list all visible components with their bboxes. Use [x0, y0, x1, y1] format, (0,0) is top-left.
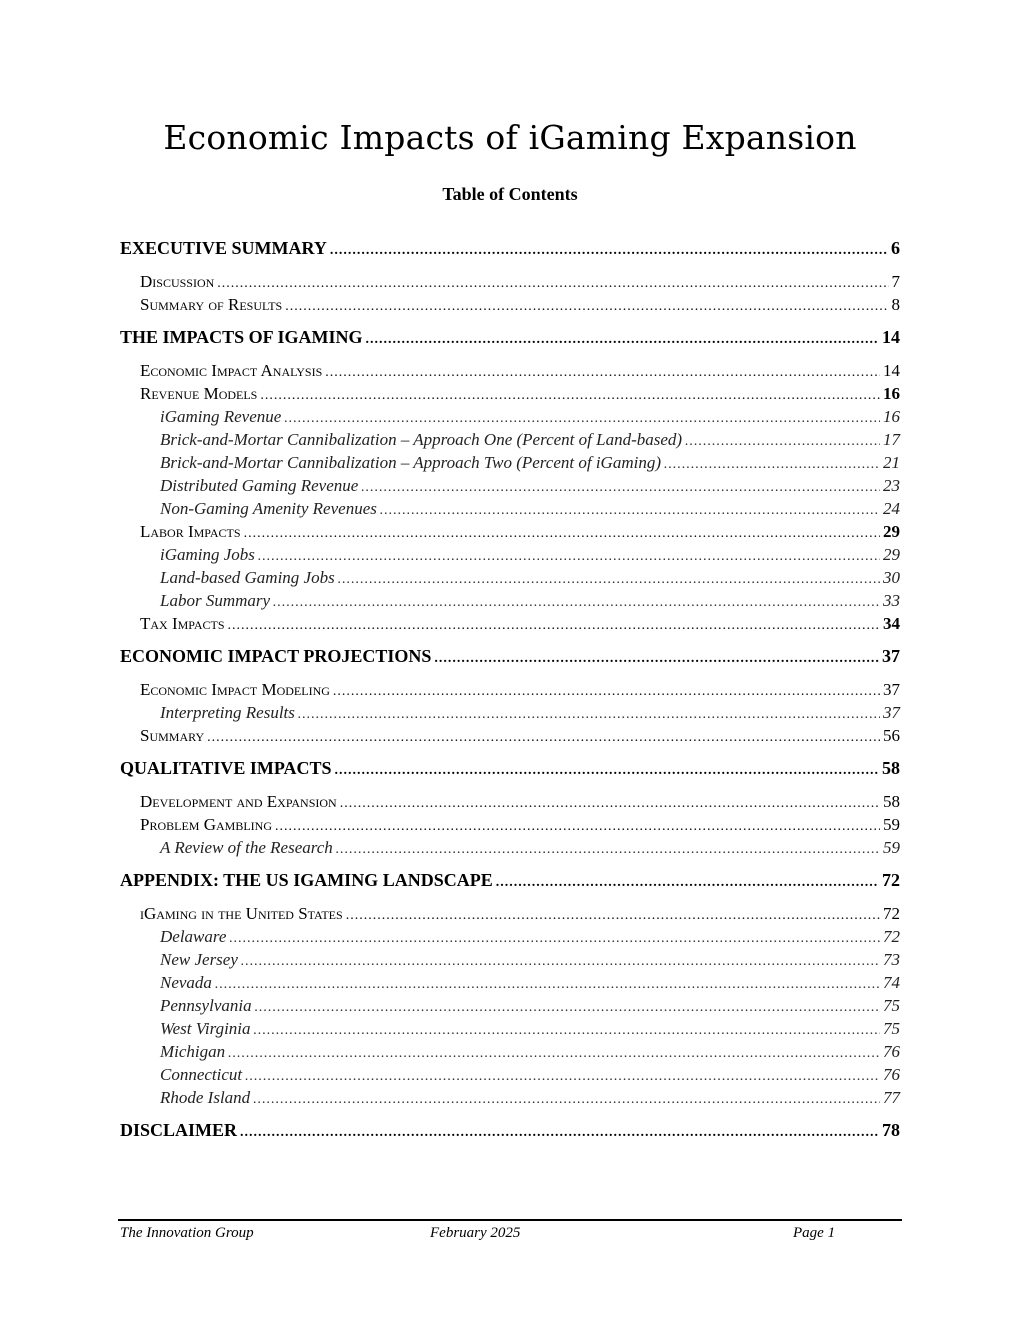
- toc-leader: [275, 815, 880, 838]
- toc-page-number: 75: [883, 1019, 900, 1038]
- toc-leader: [434, 647, 879, 670]
- toc-leader: [244, 522, 880, 545]
- toc-leader: [260, 384, 880, 407]
- toc-entry-label: Connecticut: [160, 1065, 243, 1084]
- toc-leader: [664, 453, 880, 476]
- toc-entry-non-gaming-amenity-revenues[interactable]: [120, 497, 900, 520]
- toc-page-number: 77: [883, 1088, 900, 1107]
- document-title: Economic Impacts of iGaming Expansion: [163, 118, 857, 157]
- toc-entry-label: Summary: [140, 726, 205, 745]
- footer-organization: The Innovation Group: [120, 1225, 254, 1241]
- toc-entry-label: iGaming Jobs: [160, 545, 255, 564]
- toc-page-number: 21: [883, 453, 900, 472]
- toc-page-number: 58: [883, 792, 900, 811]
- toc-page-number: 78: [882, 1120, 900, 1140]
- toc-leader: [338, 568, 880, 591]
- toc-leader: [285, 295, 888, 318]
- toc-entry-revenue-models[interactable]: [120, 382, 900, 405]
- toc-page-number: 7: [891, 272, 900, 291]
- toc-entry-label: DISCLAIMER: [120, 1120, 238, 1140]
- toc-entry-label: Non-Gaming Amenity Revenues: [160, 499, 377, 518]
- toc-entry-summary[interactable]: [120, 724, 900, 747]
- toc-leader: [340, 792, 880, 815]
- toc-entry-distributed-gaming-revenue[interactable]: [120, 474, 900, 497]
- toc-entry-label: iGaming Revenue: [160, 407, 282, 426]
- page-footer: [118, 1219, 902, 1241]
- toc-entry-nevada[interactable]: [120, 971, 900, 994]
- toc-entry-label: Discussion: [140, 272, 215, 291]
- toc-entry-tax-impacts[interactable]: [120, 612, 900, 635]
- toc-entry-label: Delaware: [160, 927, 227, 946]
- toc-page-number: 30: [883, 568, 900, 587]
- toc-leader: [215, 973, 880, 996]
- toc-page-number: 76: [883, 1042, 900, 1061]
- toc-entry-label: Brick-and-Mortar Cannibalization – Approach Two (Percent of iGaming): [160, 453, 661, 472]
- toc-entry-igaming-jobs[interactable]: [120, 543, 900, 566]
- toc-page-number: 14: [882, 327, 900, 347]
- table-of-contents: [120, 237, 900, 1142]
- toc-entry-delaware[interactable]: [120, 925, 900, 948]
- toc-leader: [245, 1065, 880, 1088]
- toc-entry-connecticut[interactable]: [120, 1063, 900, 1086]
- toc-entry-label: Rhode Island: [160, 1088, 251, 1107]
- toc-entry-label: Nevada: [160, 973, 212, 992]
- toc-entry-cannibalization-approach-two[interactable]: [120, 451, 900, 474]
- toc-entry-label: EXECUTIVE SUMMARY: [120, 238, 327, 258]
- toc-leader: [366, 328, 879, 351]
- toc-entry-labor-summary[interactable]: [120, 589, 900, 612]
- toc-entry-review-of-research[interactable]: [120, 836, 900, 859]
- toc-entry-label: Development and Expansion: [140, 792, 337, 811]
- toc-entry-label: ECONOMIC IMPACT PROJECTIONS: [120, 646, 432, 666]
- toc-page-number: 58: [882, 758, 900, 778]
- toc-page-number: 24: [883, 499, 900, 518]
- toc-page-number: 72: [882, 870, 900, 890]
- toc-page-number: 59: [883, 815, 900, 834]
- toc-page-number: 74: [883, 973, 900, 992]
- toc-entry-cannibalization-approach-one[interactable]: [120, 428, 900, 451]
- toc-entry-summary-of-results[interactable]: [120, 293, 900, 316]
- toc-entry-new-jersey[interactable]: [120, 948, 900, 971]
- toc-page-number: 16: [883, 407, 900, 426]
- toc-entry-label: QUALITATIVE IMPACTS: [120, 758, 332, 778]
- toc-page-number: 56: [883, 726, 900, 745]
- toc-entry-label: iGaming in the United States: [140, 904, 343, 923]
- toc-entry-land-based-gaming-jobs[interactable]: [120, 566, 900, 589]
- toc-leader: [258, 545, 880, 568]
- toc-entry-problem-gambling[interactable]: [120, 813, 900, 836]
- toc-page-number: 29: [883, 545, 900, 564]
- toc-entry-label: Land-based Gaming Jobs: [160, 568, 335, 587]
- toc-page-number: 6: [891, 238, 900, 258]
- toc-leader: [380, 499, 880, 522]
- toc-entry-label: Economic Impact Analysis: [140, 361, 323, 380]
- toc-entry-label: Interpreting Results: [160, 703, 295, 722]
- toc-page-number: 73: [883, 950, 900, 969]
- toc-entry-economic-impact-modeling[interactable]: [120, 678, 900, 701]
- toc-entry-qualitative-impacts[interactable]: [120, 757, 900, 780]
- toc-entry-label: A Review of the Research: [160, 838, 333, 857]
- toc-page-number: 37: [883, 680, 900, 699]
- toc-entry-appendix[interactable]: [120, 869, 900, 892]
- toc-page-number: 17: [883, 430, 900, 449]
- toc-entry-discussion[interactable]: [120, 270, 900, 293]
- toc-entry-economic-impact-analysis[interactable]: [120, 359, 900, 382]
- toc-page-number: 8: [891, 295, 900, 314]
- toc-page-number: 29: [883, 522, 900, 541]
- toc-entry-label: Labor Impacts: [140, 522, 241, 541]
- toc-entry-interpreting-results[interactable]: [120, 701, 900, 724]
- toc-heading: Table of Contents: [442, 184, 578, 204]
- toc-leader: [254, 1019, 880, 1042]
- toc-leader: [255, 996, 880, 1019]
- toc-entry-label: Tax Impacts: [140, 614, 225, 633]
- toc-entry-igaming-revenue[interactable]: [120, 405, 900, 428]
- toc-entry-executive-summary[interactable]: [120, 237, 900, 260]
- toc-leader: [330, 239, 888, 262]
- toc-leader: [346, 904, 880, 927]
- toc-page-number: 34: [883, 614, 900, 633]
- toc-leader: [284, 407, 880, 430]
- footer-date: February 2025: [430, 1225, 521, 1241]
- toc-page-number: 16: [883, 384, 900, 403]
- toc-entry-label: Pennsylvania: [160, 996, 252, 1015]
- toc-entry-development-and-expansion[interactable]: [120, 790, 900, 813]
- toc-leader: [241, 950, 880, 973]
- toc-entry-michigan[interactable]: [120, 1040, 900, 1063]
- footer-page-number: Page 1: [793, 1225, 836, 1241]
- toc-leader: [207, 726, 880, 749]
- toc-entry-label: THE IMPACTS OF IGAMING: [120, 327, 363, 347]
- toc-page-number: 59: [883, 838, 900, 857]
- toc-entry-label: Labor Summary: [160, 591, 271, 610]
- toc-entry-pennsylvania[interactable]: [120, 994, 900, 1017]
- toc-page-number: 72: [883, 927, 900, 946]
- toc-entry-economic-impact-projections[interactable]: [120, 645, 900, 668]
- toc-leader: [229, 927, 880, 950]
- toc-entry-label: Revenue Models: [140, 384, 258, 403]
- toc-leader: [298, 703, 880, 726]
- toc-entry-disclaimer[interactable]: [120, 1119, 900, 1142]
- toc-leader: [240, 1121, 879, 1144]
- toc-page-number: 14: [883, 361, 900, 380]
- toc-entry-label: Brick-and-Mortar Cannibalization – Approach One (Percent of Land-based): [160, 430, 683, 449]
- toc-entry-impacts-of-igaming[interactable]: [120, 326, 900, 349]
- toc-entry-label: APPENDIX: THE US IGAMING LANDSCAPE: [120, 870, 493, 890]
- toc-leader: [217, 272, 888, 295]
- toc-leader: [325, 361, 880, 384]
- toc-entry-label: Distributed Gaming Revenue: [160, 476, 359, 495]
- toc-entry-label: West Virginia: [160, 1019, 251, 1038]
- toc-entry-label: Problem Gambling: [140, 815, 272, 834]
- toc-page-number: 37: [882, 646, 900, 666]
- toc-entry-label: Economic Impact Modeling: [140, 680, 330, 699]
- toc-leader: [333, 680, 880, 703]
- toc-entry-rhode-island[interactable]: [120, 1086, 900, 1109]
- toc-entry-west-virginia[interactable]: [120, 1017, 900, 1040]
- toc-leader: [336, 838, 880, 861]
- toc-leader: [273, 591, 880, 614]
- toc-page-number: 76: [883, 1065, 900, 1084]
- toc-page-number: 37: [883, 703, 900, 722]
- toc-page-number: 72: [883, 904, 900, 923]
- toc-entry-label: New Jersey: [160, 950, 238, 969]
- toc-entry-igaming-in-us[interactable]: [120, 902, 900, 925]
- toc-leader: [335, 759, 879, 782]
- toc-page-number: 75: [883, 996, 900, 1015]
- toc-entry-labor-impacts[interactable]: [120, 520, 900, 543]
- toc-entry-label: Michigan: [160, 1042, 226, 1061]
- toc-leader: [496, 871, 879, 894]
- toc-leader: [253, 1088, 880, 1111]
- toc-page-number: 23: [883, 476, 900, 495]
- toc-leader: [685, 430, 880, 453]
- toc-leader: [228, 614, 880, 637]
- toc-leader: [228, 1042, 880, 1065]
- toc-leader: [361, 476, 880, 499]
- toc-page-number: 33: [883, 591, 900, 610]
- toc-entry-label: Summary of Results: [140, 295, 283, 314]
